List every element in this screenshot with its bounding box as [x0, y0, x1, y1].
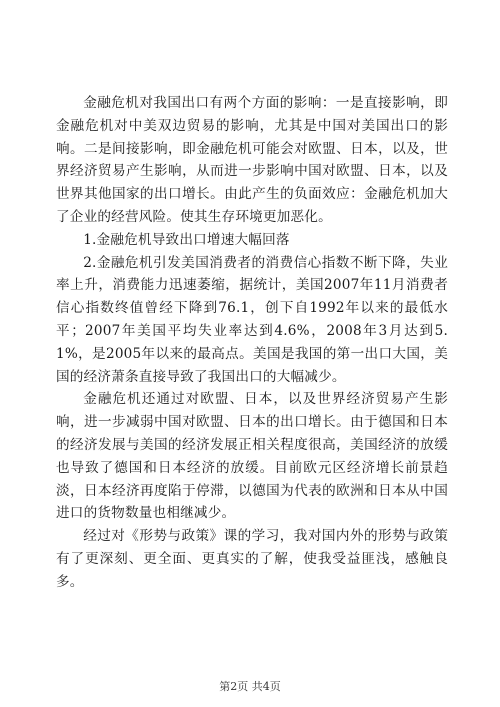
paragraph-eu-japan-impact: 金融危机还通过对欧盟、日本，以及世界经济贸易产生影响，进一步减弱中国对欧盟、日本的出口增长。由于德国和日本的经济发展与美国的经济发展正相关程度很高，美国经济的放缓也导致了德国和日本经济的放缓。目前欧元区经济增长前景趋淡，日本经济再度陷于停滞，以德国为代表的欧洲和日本从中国进口的货物数量也相继减少。: [56, 391, 448, 522]
paragraph-course-reflection: 经过对《形势与政策》课的学习，我对国内外的形势与政策有了更深刻、更全面、更真实的了解，使我受益匪浅，感触良多。: [56, 528, 448, 590]
page-number-footer: 第2页 共4页: [219, 680, 281, 693]
paragraph-financial-crisis-impact: 金融危机对我国出口有两个方面的影响：一是直接影响，即金融危机对中美双边贸易的影响，尤其是中国对美国出口的影响。二是间接影响，即金融危机可能会对欧盟、日本，以及，世界经济贸易产生影响，从而进一步影响中国对欧盟、日本，以及世界其他国家的出口增长。由此产生的负面效应：金融危机加大了企业的经营风险。使其生存环境更加恶化。: [56, 95, 448, 225]
body-text: [56, 92, 448, 594]
paragraph-point-2: 2.金融危机引发美国消费者的消费信心指数不断下降，失业率上升，消费能力迅速萎缩，据统计，美国2007年11月消费者信心指数终值曾经下降到76.1，创下自1992年以来的最低水平；2007年美国平均失业率达到4.6%，2008年3月达到5.1%，是2005年以来的最高点。美国是我国的第一出口大国，美国的经济萧条直接导致了我国出口的大幅减少。: [56, 254, 448, 385]
paragraph-point-1: 1.金融危机导致出口增速大幅回落: [83, 231, 290, 248]
